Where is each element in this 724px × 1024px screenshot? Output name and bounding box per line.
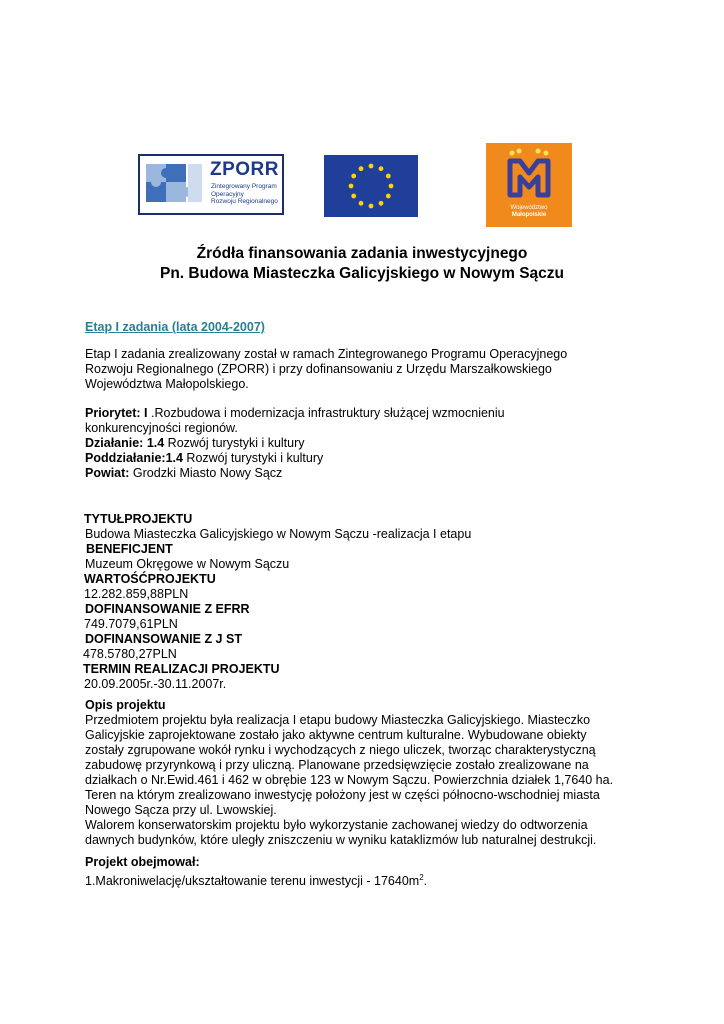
subaction-label: Poddziałanie:1.4 [85, 451, 183, 465]
priority-line [85, 406, 505, 421]
project-term-value: 20.09.2005r.-30.11.2007r. [84, 677, 227, 691]
description-line: Nowego Sącza przy ul. Lwowskiej. [85, 803, 277, 817]
project-title-value: Budowa Miasteczka Galicyjskiego w Nowym Sączu -realizacja I etapu [85, 527, 472, 541]
project-term-label: TERMIN REALIZACJI PROJEKTU [83, 662, 280, 676]
jst-funding-amount: 478.5780,27PLN [83, 647, 177, 661]
project-value-amount: 12.282.859,88PLN [84, 587, 189, 601]
priority-text: .Rozbudowa i modernizacja infrastruktury służącej wzmocnieniu [147, 406, 505, 420]
eu-flag-logo [324, 155, 418, 217]
beneficiary-value: Muzeum Okręgowe w Nowym Sączu [85, 557, 290, 571]
description-line: Walorem konserwatorskim projektu było wykorzystanie zachowanej wiedzy do odtworzenia [85, 818, 588, 832]
beneficiary-label: BENEFICJENT [86, 542, 173, 556]
description-line: dawnych budynków, które uległy zniszczeniu w wyniku kataklizmów lub naturalnej destrukcji. [85, 833, 597, 847]
project-scope [85, 855, 427, 889]
jst-funding-label: DOFINANSOWANIE Z J ST [85, 632, 242, 646]
project-value-label: WARTOŚĆPROJEKTU [84, 572, 216, 586]
description-line: Teren na którym zrealizowano inwestycję położony jest w części północno-wschodniej miasta [85, 788, 600, 802]
project-details [84, 512, 471, 692]
county-label: Powiat: [85, 466, 130, 480]
title-line-2: Pn. Budowa Miasteczka Galicyjskiego w Nowym Sączu [160, 265, 564, 282]
eu-stars-icon [324, 155, 418, 217]
zporr-logo [138, 154, 284, 215]
malopolska-caption-line: Województwo [510, 205, 548, 211]
malopolska-crest-icon [486, 143, 572, 205]
county-line [85, 466, 505, 481]
intro-line: Etap I zadania zrealizowany został w ramach Zintegrowanego Programu Operacyjnego [85, 347, 568, 361]
priority-text-2: konkurencyjności regionów. [85, 421, 238, 435]
zporr-subtitle [211, 183, 285, 206]
priority-label: Priorytet: I [85, 406, 148, 420]
description-line: zostały zgrupowane wokół rynku i wychodzących z niego uliczek, tworząc charakterystyczną [85, 743, 596, 757]
subaction-text: Rozwój turystyki i kultury [182, 451, 324, 465]
priority-block [85, 406, 505, 481]
description-line: Galicyjskie zaprojektowane zostało jako aktywne centrum kulturalne. Wybudowane obiekty [85, 728, 587, 742]
efrr-funding-label: DOFINANSOWANIE Z EFRR [85, 602, 250, 616]
intro-line: Rozwoju Regionalnego (ZPORR) i przy dofinansowaniu z Urzędu Marszałkowskiego [85, 362, 552, 376]
subaction-line [85, 451, 505, 466]
description-line: zabudowę przyrynkową i przy uliczną. Planowane przedsięwzięcie zostało zrealizowane na [85, 758, 589, 772]
scope-item-text: 1.Makroniwelację/ukształtowanie terenu inwestycji - 17640m [85, 874, 420, 889]
project-title-label: TYTUŁPROJEKTU [84, 512, 193, 526]
zporr-title: ZPORR [210, 159, 279, 180]
efrr-funding-amount: 749.7079,61PLN [84, 617, 178, 631]
description-line: Przedmiotem projektu była realizacja I etapu budowy Miasteczka Galicyjskiego. Miasteczko [85, 713, 591, 727]
page-title [0, 244, 724, 284]
county-text: Grodzki Miasto Nowy Sącz [129, 466, 283, 480]
scope-item-end: . [423, 874, 428, 889]
action-line [85, 436, 505, 451]
malopolska-caption-line: Małopolskie [511, 212, 547, 218]
zporr-subtitle-line: Zintegrowany Program [211, 183, 277, 190]
malopolska-caption [486, 205, 572, 219]
intro-paragraph [85, 347, 567, 392]
intro-line: Województwa Małopolskiego. [85, 377, 249, 391]
stage-heading-link[interactable]: Etap I zadania (lata 2004-2007) [85, 320, 265, 334]
action-label: Działanie: 1.4 [85, 436, 165, 450]
project-description [85, 698, 613, 848]
puzzle-icon [144, 160, 206, 210]
description-label: Opis projektu [85, 698, 166, 712]
malopolska-logo [486, 143, 572, 227]
description-line: działkach o Nr.Ewid.461 i 462 w obrębie 123 w Nowym Sączu. Powierzchnia działek 1,7640 ha. [85, 773, 614, 787]
zporr-subtitle-line: Rozwoju Regionalnego [211, 198, 278, 206]
zporr-subtitle-line: Operacyjny [211, 190, 244, 198]
action-text: Rozwój turystyki i kultury [164, 436, 305, 450]
scope-item-1 [85, 870, 427, 889]
scope-item-superscript: 2 [419, 873, 424, 882]
scope-label: Projekt obejmował: [85, 855, 200, 869]
title-line-1: Źródła finansowania zadania inwestycyjnego [196, 245, 528, 262]
